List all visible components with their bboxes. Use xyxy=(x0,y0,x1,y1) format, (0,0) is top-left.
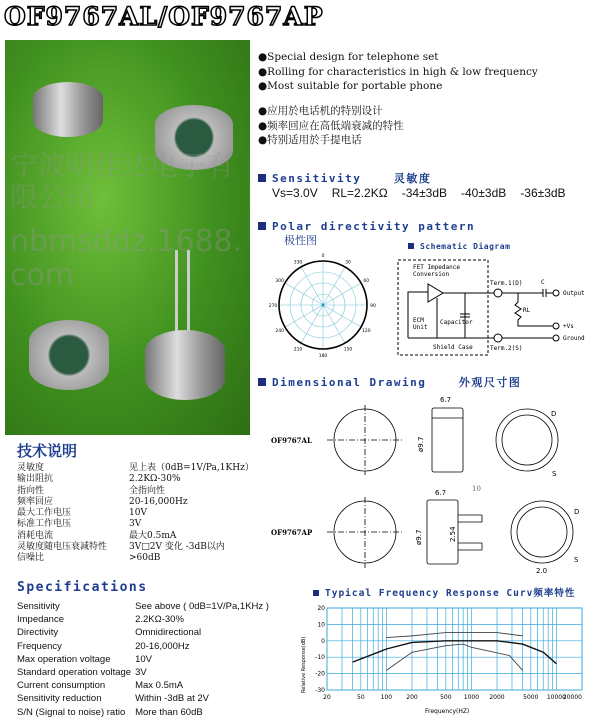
polar-angle-label: 210 xyxy=(293,347,303,353)
spec-value: 3V xyxy=(135,667,147,679)
x-axis-label: Frequency(HZ) xyxy=(425,708,470,715)
spec-value: Max 0.5mA xyxy=(135,680,184,692)
watermark-company: 宁波明佳达电子有限公司 xyxy=(10,149,235,214)
polar-angle-label: 90 xyxy=(370,304,376,309)
polar-heading-cn: 极性图 xyxy=(284,234,317,247)
sens-3: -36±3dB xyxy=(520,186,566,200)
x-tick-label: 5000 xyxy=(523,694,539,701)
spec-label: 标准工作电压 xyxy=(17,519,72,530)
polar-angle-label: 60 xyxy=(363,279,370,284)
diameter-label: ø9.7 xyxy=(417,436,425,452)
ground-label: Ground xyxy=(563,335,585,342)
sensitivity-heading: Sensitivity 灵敏度 xyxy=(258,170,431,186)
spec-row xyxy=(17,679,269,692)
spec-row xyxy=(17,463,254,474)
specifications-table xyxy=(17,600,269,719)
pitch-label: 2.54 xyxy=(449,526,457,542)
feature: ● 应用於电话机的特别设计 xyxy=(258,104,404,119)
d-label: D xyxy=(574,508,580,516)
spec-label: Standard operation voltage xyxy=(17,667,132,679)
x-tick-label: 200 xyxy=(406,694,418,701)
spec-label: Sensitivity xyxy=(17,601,60,612)
frequency-response-chart xyxy=(300,598,600,720)
polar-heading: Polar directivity pattern xyxy=(258,220,475,233)
conversion-label: Conversion xyxy=(413,271,450,278)
d-label: D xyxy=(551,410,557,418)
spec-row xyxy=(17,706,269,719)
spec-label: Max operation voltage xyxy=(17,653,111,665)
polar-diagram xyxy=(268,250,378,360)
spec-label: 灵敏度 xyxy=(17,463,45,473)
polar-spoke xyxy=(301,305,323,343)
sens-2: -40±3dB xyxy=(461,186,507,200)
spec-row xyxy=(17,600,269,613)
feature: ● 频率回应在高低端衰减的特性 xyxy=(258,119,404,134)
page-title: OF9767AL/OF9767AP xyxy=(4,2,324,31)
x-tick-label: 20 xyxy=(323,694,331,701)
c-label: C xyxy=(541,279,545,286)
polar-spoke xyxy=(323,305,361,327)
spec-row xyxy=(17,486,254,497)
watermark-url: nbmsddz.1688.com xyxy=(10,224,243,293)
spec-row xyxy=(17,666,269,679)
spec-label: 灵敏度随电压衰减特性 xyxy=(17,542,108,553)
spec-row xyxy=(17,653,269,666)
dimensional-heading: Dimensional Drawing 外观尺寸图 xyxy=(258,374,521,390)
tech-cn-table xyxy=(17,463,254,565)
polar-angle-label: 180 xyxy=(318,354,328,359)
spec-label: Impedance xyxy=(17,614,65,626)
tech-cn-heading: 技术说明 xyxy=(17,442,78,460)
pad-label: 2.0 xyxy=(536,567,548,575)
x-tick-label: 1000 xyxy=(463,694,480,701)
spec-row xyxy=(17,613,269,626)
shield-label: Shield Case xyxy=(433,344,473,351)
spec-value: 见上表（0dB=1V/Pa,1KHz） xyxy=(129,463,254,473)
polar-spoke xyxy=(323,283,361,305)
spec-value: 20-16,000Hz xyxy=(135,640,190,652)
spec-row xyxy=(17,497,254,508)
spec-row xyxy=(17,692,269,705)
spec-value: 全指向性 xyxy=(129,485,166,496)
spec-value: 10V xyxy=(129,508,147,519)
spec-value: 3V□2V 变化 -3dB以内 xyxy=(129,542,225,553)
spec-value: More than 60dB xyxy=(135,706,203,718)
specifications-heading: Specifications xyxy=(17,580,148,595)
spec-label: 输出阻抗 xyxy=(17,474,54,485)
spec-label: Frequency xyxy=(17,640,62,652)
dimensional-drawing xyxy=(255,390,600,575)
width-label: 6.7 xyxy=(440,396,452,404)
spec-row xyxy=(17,553,254,564)
y-tick-label: -30 xyxy=(315,687,325,694)
x-tick-label: 500 xyxy=(440,694,452,701)
rl: RL=2.2KΩ xyxy=(331,186,388,200)
spec-value: 10V xyxy=(135,653,152,665)
spec-value: 3V xyxy=(129,519,142,530)
term2-label: Term.2(S) xyxy=(490,345,523,352)
polar-angle-label: 240 xyxy=(275,329,284,334)
spec-label: 指向性 xyxy=(17,485,45,496)
y-tick-label: 0 xyxy=(321,637,325,645)
feature: ● Special design for telephone set xyxy=(258,50,538,65)
y-axis-label: Relative Response(dB) xyxy=(301,636,307,693)
width-label: 6.7 xyxy=(435,489,447,497)
polar-angle-label: 330 xyxy=(293,260,303,266)
model-ap-label: OF9767AP xyxy=(271,528,313,537)
product-photo xyxy=(5,40,250,435)
spec-label: Sensitivity reduction xyxy=(17,693,102,705)
polar-spoke xyxy=(323,305,345,343)
polar-angle-label: 150 xyxy=(343,347,353,353)
series-nominal xyxy=(353,641,557,664)
x-tick-label: 20000 xyxy=(562,694,582,701)
polar-spoke xyxy=(285,305,323,327)
schematic-heading: Schematic Diagram xyxy=(408,242,510,251)
spec-value: Within -3dB at 2V xyxy=(135,693,210,705)
spec-label: S/N (Signal to noise) ratio xyxy=(17,706,126,718)
features-en xyxy=(258,50,538,94)
y-tick-label: -10 xyxy=(315,654,325,662)
spec-value: See above ( 0dB=1V/Pa,1KHz ) xyxy=(135,601,269,612)
spec-label: 消耗电流 xyxy=(17,530,54,541)
spec-value: >60dB xyxy=(129,553,161,564)
sens-1: -34±3dB xyxy=(401,186,447,200)
feature: ● Rolling for characteristics in high & low frequency xyxy=(258,65,538,80)
spec-row xyxy=(17,474,254,485)
spec-row xyxy=(17,531,254,542)
sensitivity-values xyxy=(272,186,580,200)
y-tick-label: -20 xyxy=(315,670,325,678)
vs-label: +Vs xyxy=(563,323,574,330)
features-cn xyxy=(258,104,404,148)
spec-value: 2.2KΩ-30% xyxy=(129,474,181,485)
x-tick-label: 2000 xyxy=(489,694,505,701)
unit-label: Unit xyxy=(413,324,428,331)
spec-value: 最大0.5mA xyxy=(129,530,177,541)
s-label: S xyxy=(574,556,579,564)
spec-row xyxy=(17,542,254,553)
polar-angle-label: 120 xyxy=(362,329,371,334)
fet-label: FET Impedance xyxy=(413,264,460,271)
series-upper xyxy=(386,633,522,638)
spec-label: Current consumption xyxy=(17,680,106,692)
polar-angle-label: 0 xyxy=(321,254,325,259)
ecm-label: ECM xyxy=(413,317,424,324)
x-tick-label: 10000 xyxy=(546,694,566,701)
y-tick-label: 10 xyxy=(317,621,325,629)
vs: Vs=3.0V xyxy=(272,186,318,200)
diameter-label: ø9.7 xyxy=(415,529,423,545)
spec-row xyxy=(17,640,269,653)
y-tick-label: 20 xyxy=(317,605,325,612)
spec-row xyxy=(17,519,254,530)
schematic-diagram xyxy=(393,252,600,362)
spec-row xyxy=(17,508,254,519)
feature: ● 特别适用於手提电话 xyxy=(258,133,404,148)
x-tick-label: 50 xyxy=(357,694,365,701)
polar-angle-label: 300 xyxy=(275,279,284,284)
x-tick-label: 100 xyxy=(380,694,393,701)
output-label: Output xyxy=(563,290,585,297)
spec-value: 2.2KΩ-30% xyxy=(135,614,184,626)
polar-spoke xyxy=(323,267,345,305)
freq-chart-heading: Typical Frequency Response Curv频率特性 xyxy=(313,585,575,599)
spec-label: 最大工作电压 xyxy=(17,508,72,519)
spec-label: 频率回应 xyxy=(17,496,54,507)
spec-label: Directivity xyxy=(17,627,59,639)
polar-spoke xyxy=(301,267,323,305)
polar-angle-label: 270 xyxy=(268,304,278,309)
rl-label: RL xyxy=(523,307,531,314)
feature: ● Most suitable for portable phone xyxy=(258,79,538,94)
spec-value: Omnidirectional xyxy=(135,627,202,639)
polar-spoke xyxy=(285,283,323,305)
s-label: S xyxy=(552,470,557,478)
model-al-label: OF9767AL xyxy=(271,436,312,445)
spec-value: 20-16,000Hz xyxy=(129,496,188,507)
polar-angle-label: 30 xyxy=(345,260,351,266)
capacitor-label: Capacitor xyxy=(440,319,473,326)
spec-label: 信噪比 xyxy=(17,553,45,564)
plot-frame xyxy=(327,608,582,690)
pin-length-label: 10 xyxy=(472,485,481,493)
term1-label: Term.1(D) xyxy=(490,280,523,287)
spec-row xyxy=(17,626,269,639)
